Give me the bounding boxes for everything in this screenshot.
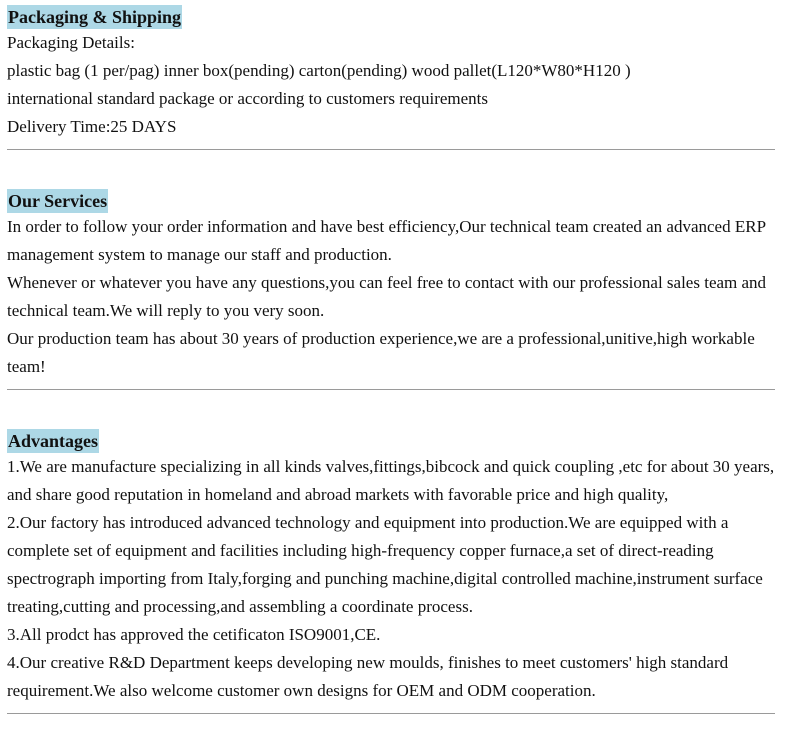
advantages-paragraph: 4.Our creative R&D Department keeps developing new moulds, finishes to meet customers' high standard requirement.We also welcome customer own designs for OEM and ODM cooperation. xyxy=(7,653,729,700)
packaging-shipping-section xyxy=(7,5,780,150)
delivery-time-text: Delivery Time:25 DAYS xyxy=(7,117,177,136)
advantages-paragraph: 1.We are manufacture specializing in all kinds valves,fittings,bibcock and quick coupling ,etc for about 30 years, and share good reputation in homeland and abroad markets with favorable price and high quality, xyxy=(7,457,775,504)
services-paragraph: Our production team has about 30 years of production experience,we are a professional,unitive,high workable team! xyxy=(7,329,755,376)
packaging-standard-text: international standard package or according to customers requirements xyxy=(7,89,489,108)
advantages-paragraph: 3.All prodct has approved the cetificaton ISO9001,CE. xyxy=(7,625,381,644)
services-paragraph: Whenever or whatever you have any questions,you can feel free to contact with our professional sales team and technical team.We will reply to you very soon. xyxy=(7,273,767,320)
packaging-details-label: Packaging Details: xyxy=(7,33,135,52)
our-services-heading: Our Services xyxy=(8,191,108,211)
our-services-section xyxy=(7,189,780,390)
advantages-paragraph: 2.Our factory has introduced advanced technology and equipment into production.We are equipped with a complete set of equipment and facilities including high-frequency copper furnace,a set of direct-reading spectrograph importing from Italy,forging and punching machine,digital controlled machine,instrument surface treating,cutting and processing,and assembling a coordinate process. xyxy=(7,513,763,616)
packaging-details-text: plastic bag (1 per/pag) inner box(pending) carton(pending) wood pallet(L120*W80*H120 ) xyxy=(7,61,631,80)
section-spacer xyxy=(7,390,780,429)
services-paragraph: In order to follow your order information and have best efficiency,Our technical team created an advanced ERP management system to manage our staff and production. xyxy=(7,217,766,264)
advantages-heading: Advantages xyxy=(8,431,99,451)
packaging-shipping-heading: Packaging & Shipping xyxy=(8,7,182,27)
section-spacer xyxy=(7,150,780,189)
section-divider xyxy=(7,713,775,714)
advantages-section xyxy=(7,429,780,714)
